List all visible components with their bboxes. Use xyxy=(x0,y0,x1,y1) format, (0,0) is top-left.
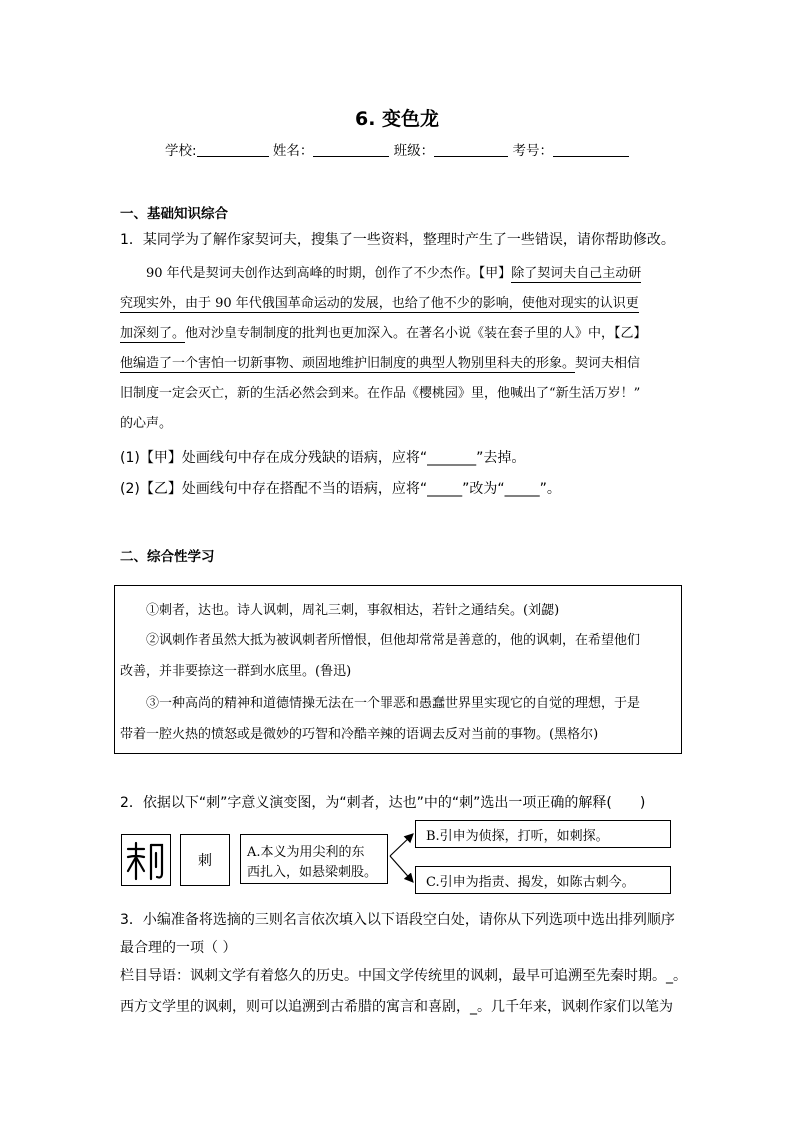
quote-1: ①刺者，达也。诗人讽刺，周礼三刺，事叙相达，若针之通结矣。(刘勰) xyxy=(146,603,560,618)
page-title: 6. 变色龙 xyxy=(354,108,440,130)
passage-line-5: 旧制度一定会灭亡，新的生活必然会到来。在作品《樱桃园》里，他喊出了“新生活万岁！” xyxy=(120,386,641,401)
name-label: 姓名： xyxy=(272,143,314,159)
q3-stem-line-1: 3．小编准备将选摘的三则名言依次填入以下语段空白处，请你从下列选项中选出排列顺序 xyxy=(120,912,675,928)
option-a-line-2: 西扎入，如悬梁刺股。 xyxy=(247,865,378,880)
passage-line-6: 的心声。 xyxy=(120,416,173,431)
q2-stem: 2．依据以下“刺”字意义演变图，为“刺者，达也”中的“刺”选出一项正确的解释( ) xyxy=(120,795,646,811)
regular-script-character: 刺 xyxy=(180,834,230,886)
quote-2-line-2: 改善，并非要捺这一群到水底里。(鲁迅) xyxy=(120,664,352,679)
quotes-box xyxy=(114,585,682,754)
q1-stem: 1．某同学为了解作家契诃夫，搜集了一些资料，整理时产生了一些错误，请你帮助修改。 xyxy=(120,232,675,248)
class-blank[interactable] xyxy=(434,142,508,157)
q1-sub2: (2)【乙】处画线句中存在搭配不当的语病，应将“_____”改为“_____”。 xyxy=(120,481,561,497)
passage-line-1: 90 年代是契诃夫创作达到高峰的时期，创作了不少杰作。【甲】除了契诃夫自己主动研 xyxy=(146,266,642,281)
school-label: 学校: xyxy=(165,143,197,159)
class-label: 班级： xyxy=(393,143,435,159)
school-blank[interactable] xyxy=(197,142,269,157)
option-a-line-1: A.本义为用尖利的东 xyxy=(247,845,365,860)
option-b-box[interactable]: B.引申为侦探，打听，如刺探。 xyxy=(415,820,671,848)
q3-text-line-2: 西方文学里的讽刺，则可以追溯到古希腊的寓言和喜剧，_。几千年来，讽刺作家们以笔为 xyxy=(120,999,673,1015)
seal-script-ci-glyph xyxy=(122,835,170,885)
number-blank[interactable] xyxy=(553,142,629,157)
option-c-box[interactable]: C.引申为指责、揭发，如陈古刺今。 xyxy=(415,866,671,894)
section1-heading: 一、基础知识综合 xyxy=(120,206,228,222)
q1-sub1: (1)【甲】处画线句中存在成分残缺的语病，应将“_______”去掉。 xyxy=(120,450,526,466)
underlined-sentence-jia: 除了契诃夫自己主动研 xyxy=(511,266,642,281)
quote-2-line-1: ②讽刺作者虽然大抵为被讽刺者所憎恨，但他却常常是善意的，他的讽刺，在希望他们 xyxy=(146,633,641,648)
passage-line-2: 究现实外，由于 90 年代俄国革命运动的发展，也给了他不少的影响，使他对现实的认识更 xyxy=(120,296,639,311)
section2-heading: 二、综合性学习 xyxy=(120,549,215,565)
seal-script-character-image xyxy=(121,834,171,886)
passage-line-4: 他编造了一个害怕一切新事物、顽固地维护旧制度的典型人物别里科夫的形象。契诃夫相信 xyxy=(120,356,641,371)
q3-text-line-1: 栏目导语：讽刺文学有着悠久的历史。中国文学传统里的讽刺，最早可追溯至先秦时期。_。 xyxy=(120,968,687,984)
quote-3-line-2: 带着一腔火热的愤怒或是微妙的巧智和冷酷辛辣的语调去反对当前的事物。(黑格尔) xyxy=(120,727,599,742)
number-label: 考号： xyxy=(512,143,553,159)
underlined-sentence-yi: 他编造了一个害怕一切新事物、顽固地维护旧制度的典型人物别里科夫的形象。 xyxy=(120,356,576,371)
q3-stem-line-2: 最合理的一项（ ） xyxy=(120,940,237,956)
passage-line-3: 加深刻了。他对沙皇专制制度的批判也更加深入。在著名小说《装在套子里的人》中，【乙】 xyxy=(120,326,647,341)
name-blank[interactable] xyxy=(313,142,389,157)
quote-3-line-1: ③一种高尚的精神和道德情操无法在一个罪恶和愚蠢世界里实现它的自觉的理想，于是 xyxy=(146,696,641,711)
option-a-box[interactable] xyxy=(240,834,388,884)
student-info-line xyxy=(0,139,794,159)
branch-arrows xyxy=(388,826,418,892)
